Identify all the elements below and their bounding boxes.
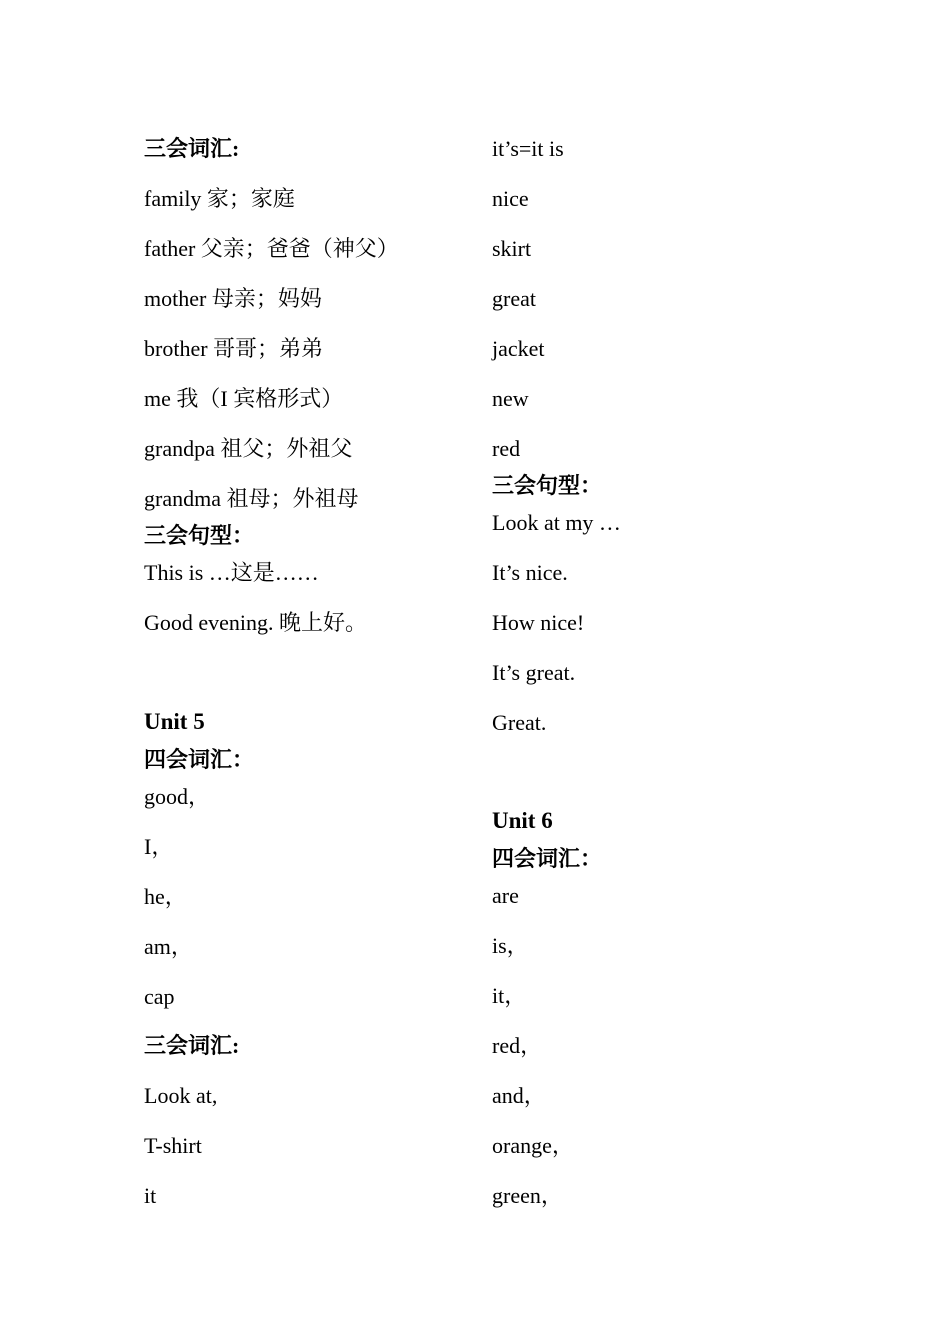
vocab-item: grandpa 祖父；外祖父: [144, 436, 353, 461]
vocab-item: new: [492, 386, 529, 411]
vocab-item: brother 哥哥；弟弟: [144, 336, 324, 361]
vocab-item: it’s=it is: [492, 136, 564, 161]
vocab-item: it，: [492, 983, 527, 1008]
section-heading-vocab: 三会词汇:: [144, 136, 240, 161]
vocab-item: T-shirt: [144, 1133, 202, 1158]
vocab-item: nice: [492, 186, 529, 211]
vocab-item: I，: [144, 834, 174, 859]
vocab-item: good，: [144, 784, 211, 809]
section-heading-vocab: 四会词汇：: [144, 747, 255, 772]
vocab-item: and，: [492, 1083, 546, 1108]
vocab-item: it: [144, 1183, 157, 1208]
sentence-item: How nice!: [492, 610, 585, 635]
vocab-item: am，: [144, 934, 193, 959]
sentence-item: It’s nice.: [492, 560, 568, 585]
vocab-item: family 家；家庭: [144, 186, 295, 211]
section-heading-sentences: 三会句型：: [492, 473, 603, 498]
vocab-item: Look at,: [144, 1083, 218, 1108]
vocab-item: orange，: [492, 1133, 574, 1158]
vocab-item: red: [492, 436, 521, 461]
vocab-item: father 父亲；爸爸（神父）: [144, 236, 399, 261]
vocab-item: skirt: [492, 236, 532, 261]
vocab-item: green，: [492, 1183, 563, 1208]
vocab-item: jacket: [492, 336, 545, 361]
vocab-item: me 我（I 宾格形式）: [144, 386, 344, 411]
vocab-item: cap: [144, 984, 175, 1009]
unit-title: Unit 6: [492, 808, 553, 833]
unit-title: Unit 5: [144, 709, 205, 734]
vocab-item: he，: [144, 884, 187, 909]
sentence-item: Good evening. 晚上好。: [144, 610, 368, 635]
sentence-item: Great.: [492, 710, 547, 735]
sentence-item: This is …这是……: [144, 560, 319, 585]
vocab-item: great: [492, 286, 536, 311]
vocab-item: is，: [492, 933, 529, 958]
section-heading-vocab: 四会词汇：: [492, 846, 603, 871]
vocab-item: mother 母亲；妈妈: [144, 286, 322, 311]
sentence-item: Look at my …: [492, 510, 621, 535]
sentence-item: It’s great.: [492, 660, 576, 685]
vocab-item: grandma 祖母；外祖母: [144, 486, 359, 511]
vocab-item: red，: [492, 1033, 543, 1058]
section-heading-sentences: 三会句型：: [144, 523, 255, 548]
section-heading-vocab: 三会词汇:: [144, 1033, 240, 1058]
vocab-item: are: [492, 883, 519, 908]
